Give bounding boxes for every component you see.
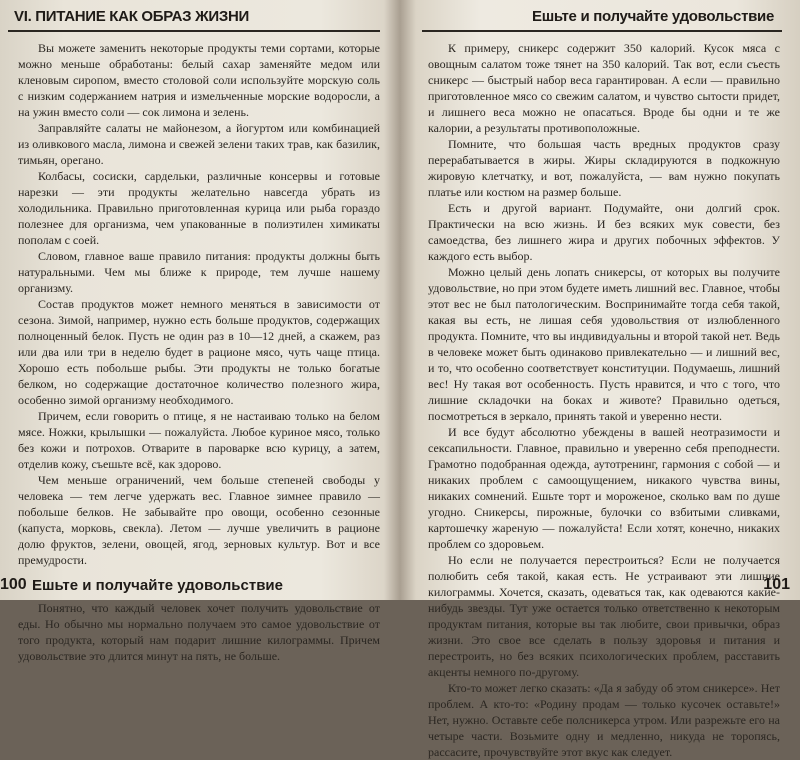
left-running-header: VI. ПИТАНИЕ КАК ОБРАЗ ЖИЗНИ <box>14 8 249 25</box>
paragraph: Понятно, что каждый человек хочет получить удовольствие от еды. Но обычно мы нормально получаем это самое удовольствие от того продукта, который нам подарит лишние килограммы. Причем удовольствие это длится минут на пять, не больше. <box>18 601 380 663</box>
section-heading: Ешьте и получайте удовольствие <box>32 577 283 594</box>
paragraph: Вы можете заменить некоторые продукты теми сортами, которые можно меньше обработаны: белый сахар заменяйте медом или кленовым сиропом, вместо столовой соли используйте морскую соль с низким содержанием натрия и измельченные морские водоросли, а на ужин вместо соли — сок лимона и зелень. <box>18 41 380 119</box>
left-header-rule <box>8 30 380 32</box>
paragraph: Помните, что большая часть вредных продуктов сразу перерабатывается в жиры. Жиры складируются в подкожную жировую клетчатку, и вот, пожалуйста, — вам нужно покупать платье или костюм на размер больше. <box>428 137 780 199</box>
right-page-body <box>428 40 780 760</box>
paragraph: Кто-то может легко сказать: «Да я забуду об этом сникерсе». Нет проблем. А кто-то: «Родину продам — только кусочек оставьте!» Нет, нужно. Оставьте себе полсникерса утром. Или разрежьте его на четыре части. Возьмите одну и медленно, никуда не торопясь, рассасите, прочувствуйте этот вкус как следует. <box>428 681 780 759</box>
paragraph: Причем, если говорить о птице, я не настаиваю только на белом мясе. Ножки, крылышки — пожалуйста. Любое куриное мясо, только без кожи и потрохов. Отварите в пароварке всю курицу, а затем, отделив кожу, съешьте всё, как здорово. <box>18 409 380 471</box>
paragraph: Можно целый день лопать сникерсы, от которых вы получите удовольствие, но при этом будете иметь лишний вес. Главное, чтобы этот вес не был патологическим. Воспринимайте тогда себя такой, какая вы есть, не лишая себя удовольствия от излюбленного продукта. Помните, что вы индивидуальны и второй такой нет. Ведь в человеке может быть одинаково привлекательно — и лишний вес, и то, что особенно соответствует конституции. Подумаешь, лишний вес! Ну такая вот особенность. Пусть нравится, и что с того, что лишние складочки на боках и животе? Правильно одеться, посмотреться в зеркало, принять такой и уверенно нести. <box>428 265 780 423</box>
paragraph: Заправляйте салаты не майонезом, а йогуртом или комбинацией из оливкового масла, лимона и свежей зелени таких трав, как базилик, тимьян, орегано. <box>18 121 380 167</box>
left-page-body <box>18 40 380 664</box>
paragraph: Словом, главное ваше правило питания: продукты должны быть натуральными. Чем мы ближе к природе, тем лучше нашему организму. <box>18 249 380 295</box>
right-page-number: 101 <box>763 576 790 593</box>
right-page <box>408 0 800 759</box>
paragraph: Есть и другой вариант. Подумайте, они долгий срок. Практически на всю жизнь. И без всяких мук совести, без самоедства, без лишнего жира и других побочных эффектов. У каждого есть выбор. <box>428 201 780 263</box>
paragraph: Чем меньше ограничений, чем больше степеней свободы у человека — тем легче удержать вес. Главное зимнее правило — побольше белков. Не забывайте про овощи, особенно сезонные (капуста, морковь, свекла). Летом — лучше увеличить в рационе долю фруктов, зелени, овощей, ягод, зерновых культур. Вот и все премудрости. <box>18 473 380 567</box>
right-running-header: Ешьте и получайте удовольствие <box>532 8 774 25</box>
paragraph: Но если не получается перестроиться? Если не получается полюбить себя такой, какая есть. Не устраивают эти лишние килограммы. Хочется, сказать, одеваться так, как одеваются какие-нибудь звезды. Тут уже остается только ответственно к некоторым продуктам питания, которые вы так любите, свои привычки, образ жизни. Это свое все сделать в пользу здоровья и питания и перестроить, но без всяких психологических проблем, расставить акценты немного по-другому. <box>428 553 780 679</box>
right-header-rule <box>422 30 782 32</box>
paragraph: И все будут абсолютно убеждены в вашей неотразимости и сексапильности. Главное, правильно и уверенно себя преподнести. Грамотно подобранная одежда, аутотренинг, гармония с собой — и никаких проблем с самоощущением, никакого чувства вины, никаких сомнений. Ешьте торт и мороженое, сколько вам по душе угодно. Сникерсы, пирожные, булочки со взбитыми сливками, картошечку жареную — пожалуйста! Если хотят, конечно, никаких проблем со здоровьем. <box>428 425 780 551</box>
paragraph: Колбасы, сосиски, сардельки, различные консервы и готовые нарезки — эти продукты желательно навсегда убрать из холодильника. Правильно приготовленная курица или рыба гораздо полезнее для организма, чем упакованные в полиэтилен химикаты пополам с соей. <box>18 169 380 247</box>
paragraph: Состав продуктов может немного меняться в зависимости от сезона. Зимой, например, нужно есть больше продуктов, содержащих полноценный белок. Пусть не один раз в 10—12 дней, а скажем, раз или два или три в неделю будет в рационе мясо, чуть чаще птица. Хорошо есть побольше рыбы. Эти продукты не только богатые белком, но содержащие достаточное количество полезного жира, особенно зимой организму необходимого. <box>18 297 380 407</box>
left-page <box>0 0 392 663</box>
paragraph: К примеру, сникерс содержит 350 калорий. Кусок мяса с овощным салатом тоже тянет на 350 калорий. Так вот, если съесть сникерс — быстрый набор веса гарантирован. А если — правильно приготовленное мясо со свежим салатом, и чувство сытости придет, и лишнего веса можно не опасаться. Вроде бы одни и те же калории, а результаты противоположные. <box>428 41 780 135</box>
left-page-number: 100 <box>0 576 27 593</box>
